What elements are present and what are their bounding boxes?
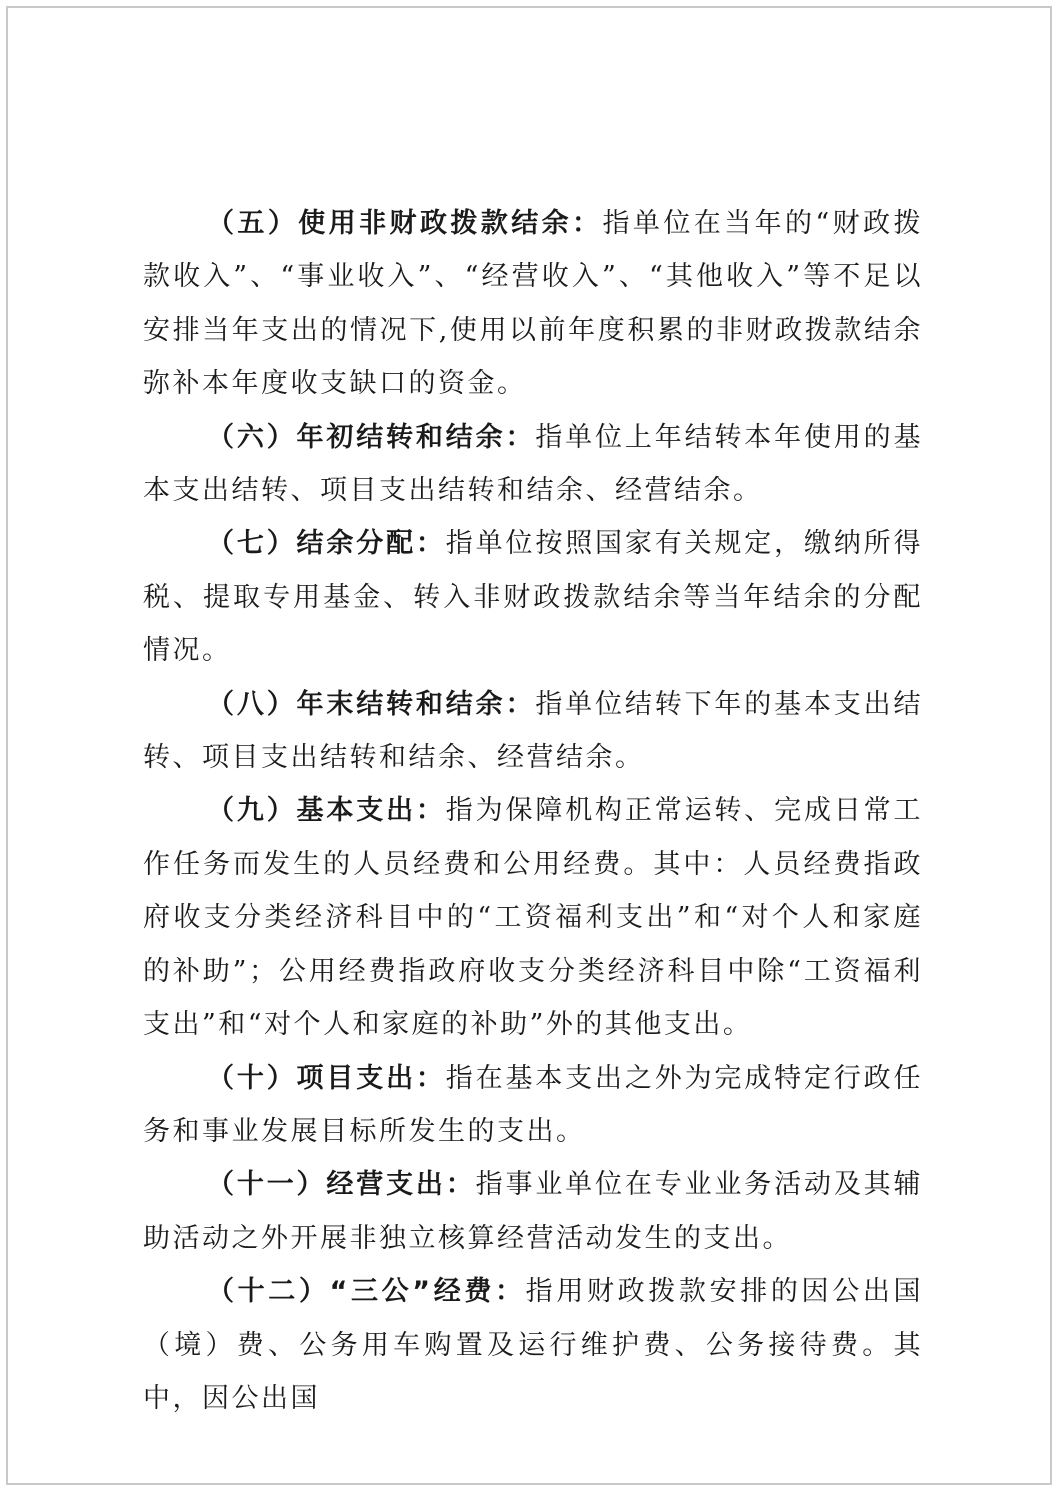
term-definition: 指为保障机构正常运转、完成日常工作任务而发生的人员经费和公用经费。其中：人员经费指政府收支分类经济科目中的“工资福利支出”和“对个人和家庭的补助”；公用经费指政府收支分类经济科目中除“工资福利支出”和“对个人和家庭的补助”外的其他支出。 xyxy=(143,795,924,1041)
paragraph-opening-carryover xyxy=(143,411,923,518)
term-heading: （八）年末结转和结余： xyxy=(207,688,536,720)
paragraph-closing-carryover xyxy=(143,678,923,785)
term-definition: 指用财政拨款安排的因公出国（境）费、公务用车购置及运行维护费、公务接待费。其中，因公出国 xyxy=(143,1276,923,1414)
term-definition: 指单位在当年的“财政拨款收入”、“事业收入”、“经营收入”、“其他收入”等不足以安排当年支出的情况下,使用以前年度积累的非财政拨款结余弥补本年度收支缺口的资金。 xyxy=(143,208,923,400)
term-definition: 指事业单位在专业业务活动及其辅助活动之外开展非独立核算经营活动发生的支出。 xyxy=(143,1169,924,1254)
term-heading: （十二）“三公”经费： xyxy=(207,1276,526,1308)
paragraph-operating-expenditure xyxy=(143,1158,923,1265)
term-heading: （六）年初结转和结余： xyxy=(207,421,536,453)
document-body xyxy=(143,197,923,1425)
term-definition: 指单位结转下年的基本支出结转、项目支出结转和结余、经营结余。 xyxy=(143,688,924,774)
term-definition: 指在基本支出之外为完成特定行政任务和事业发展目标所发生的支出。 xyxy=(143,1062,924,1147)
paragraph-three-public-expenses xyxy=(143,1265,923,1425)
term-heading: （九）基本支出： xyxy=(207,795,446,827)
term-heading: （十）项目支出： xyxy=(207,1062,446,1094)
term-definition: 指单位按照国家有关规定，缴纳所得税、提取专用基金、转入非财政拨款结余等当年结余的分配情况。 xyxy=(143,528,924,667)
paragraph-unused-nonfiscal-balance xyxy=(143,197,923,411)
term-definition: 指单位上年结转本年使用的基本支出结转、项目支出结转和结余、经营结余。 xyxy=(143,421,924,507)
paragraph-surplus-distribution xyxy=(143,517,923,677)
term-heading: （七）结余分配： xyxy=(207,528,446,560)
paragraph-basic-expenditure xyxy=(143,784,923,1051)
paragraph-project-expenditure xyxy=(143,1052,923,1159)
term-heading: （十一）经营支出： xyxy=(207,1169,476,1201)
term-heading: （五）使用非财政拨款结余： xyxy=(207,208,603,239)
